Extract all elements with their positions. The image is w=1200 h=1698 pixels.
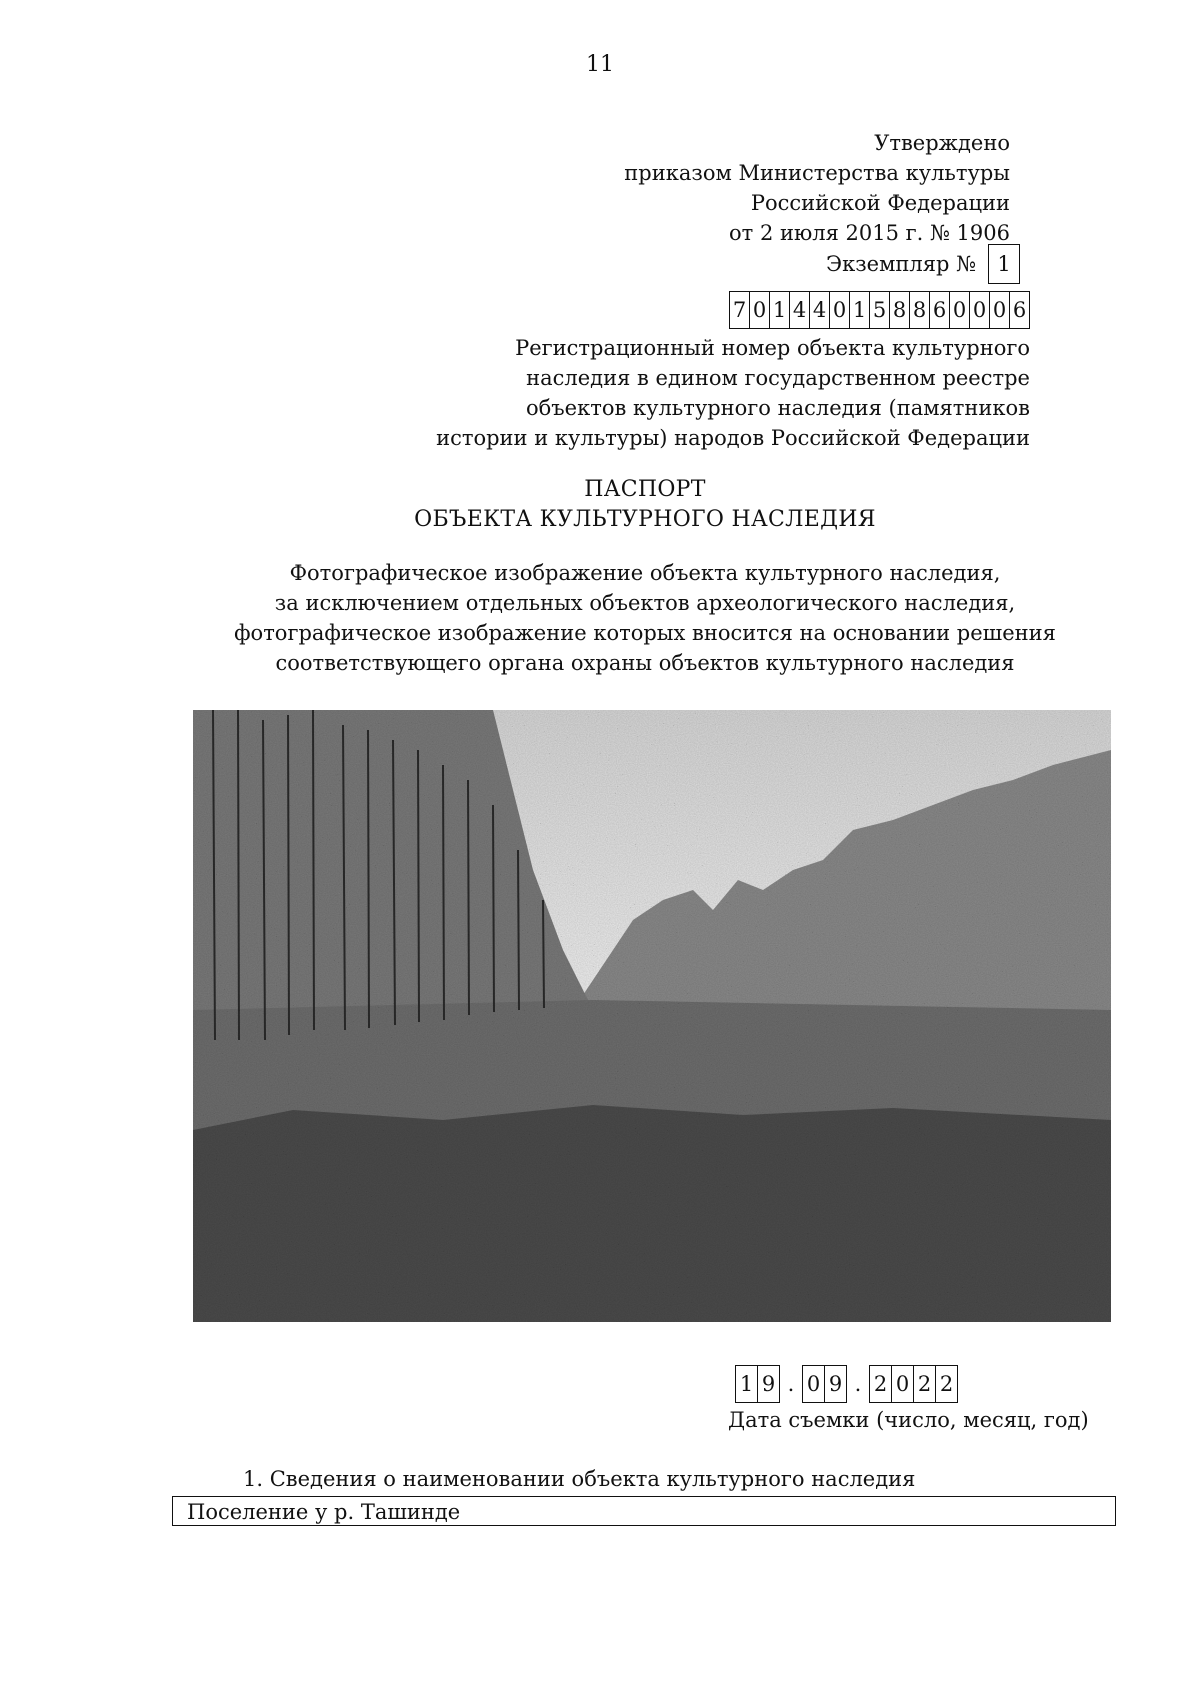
date-month-boxes [802, 1365, 847, 1403]
registration-caption-line: наследия в едином государственном реестре [526, 366, 1030, 390]
date-month-digit-box: 0 [802, 1365, 824, 1403]
registration-digit-box: 0 [969, 291, 989, 329]
approval-block [624, 128, 1010, 248]
landscape-photo [193, 710, 1111, 1322]
registration-digit-box: 8 [889, 291, 909, 329]
registration-digit-box: 0 [829, 291, 849, 329]
registration-digit-box: 0 [949, 291, 969, 329]
registration-digit-box: 4 [789, 291, 809, 329]
document-title [0, 475, 1200, 535]
registration-digit-box: 1 [769, 291, 789, 329]
object-name-field: Поселение у р. Ташинде [172, 1496, 1116, 1526]
date-year-digit-box: 2 [935, 1365, 958, 1403]
registration-digit-box: 6 [1009, 291, 1030, 329]
date-separator: . [787, 1372, 795, 1396]
copy-number-label: Экземпляр № [826, 252, 976, 276]
registration-digit-box: 5 [869, 291, 889, 329]
registration-caption-line: истории и культуры) народов Российской Федерации [436, 426, 1030, 450]
approval-line: от 2 июля 2015 г. № 1906 [729, 221, 1010, 245]
copy-number-box: 1 [988, 244, 1020, 284]
title-line: ОБЪЕКТА КУЛЬТУРНОГО НАСЛЕДИЯ [414, 507, 876, 532]
registration-caption-line: объектов культурного наследия (памятников [526, 396, 1030, 420]
date-year-boxes [869, 1365, 958, 1403]
shoot-date-boxes [735, 1365, 958, 1403]
page-number: 11 [586, 52, 614, 77]
registration-digit-box: 8 [909, 291, 929, 329]
date-day-digit-box: 9 [757, 1365, 780, 1403]
registration-digit-box: 4 [809, 291, 829, 329]
registration-digit-box: 1 [849, 291, 869, 329]
photo-caption-line: Фотографическое изображение объекта культурного наследия, [289, 561, 1001, 585]
approval-line: приказом Министерства культуры [624, 161, 1010, 185]
date-day-digit-box: 1 [735, 1365, 757, 1403]
date-year-digit-box: 2 [869, 1365, 891, 1403]
registration-digit-box: 7 [729, 291, 749, 329]
date-month-digit-box: 9 [824, 1365, 847, 1403]
date-year-digit-box: 0 [891, 1365, 913, 1403]
title-line: ПАСПОРТ [584, 477, 706, 502]
registration-digit-box: 6 [929, 291, 949, 329]
registration-digit-box: 0 [989, 291, 1009, 329]
photo-caption [0, 558, 1200, 678]
photo-caption-line: фотографическое изображение которых вносится на основании решения [234, 621, 1056, 645]
approval-line: Утверждено [874, 131, 1010, 155]
copy-number-row [826, 244, 1020, 284]
date-day-boxes [735, 1365, 780, 1403]
date-separator: . [854, 1372, 862, 1396]
registration-digit-box: 0 [749, 291, 769, 329]
approval-line: Российской Федерации [750, 191, 1010, 215]
registration-caption-line: Регистрационный номер объекта культурного [515, 336, 1030, 360]
registration-caption [436, 333, 1030, 453]
section-1-heading: 1. Сведения о наименовании объекта культурного наследия [243, 1467, 916, 1491]
photo-caption-line: за исключением отдельных объектов археологического наследия, [274, 591, 1016, 615]
date-year-digit-box: 2 [913, 1365, 935, 1403]
registration-number-boxes [729, 291, 1030, 329]
shoot-date-caption: Дата съемки (число, месяц, год) [728, 1408, 1089, 1432]
photo-caption-line: соответствующего органа охраны объектов культурного наследия [275, 651, 1015, 675]
